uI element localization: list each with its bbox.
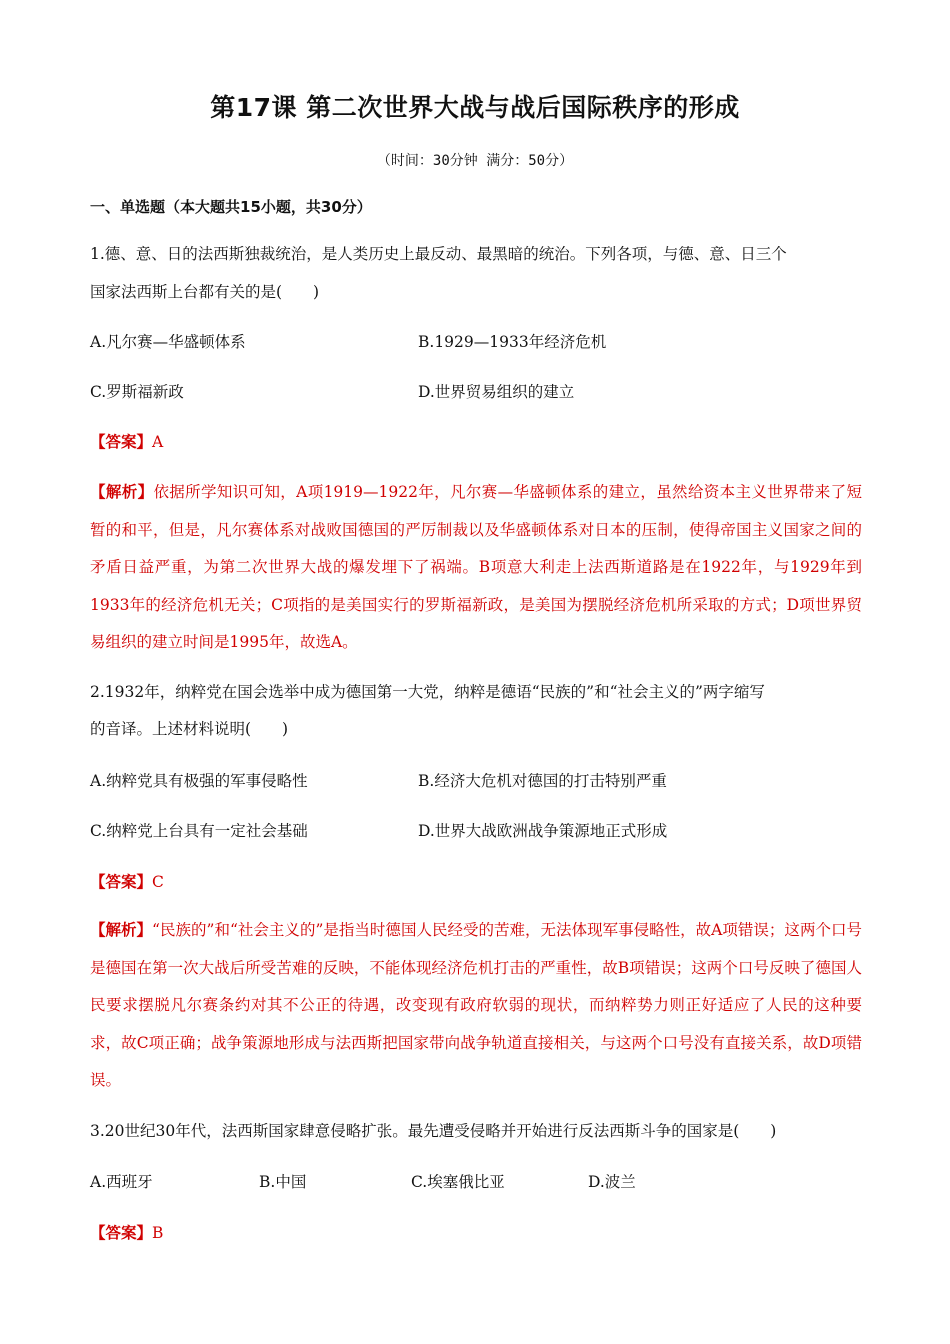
question-2-option-a: A.纳粹党具有极强的军事侵略性 bbox=[90, 772, 308, 790]
question-1-option-d: D.世界贸易组织的建立 bbox=[418, 383, 575, 401]
question-1-explanation bbox=[90, 474, 862, 662]
question-1-option-a: A.凡尔赛—华盛顿体系 bbox=[90, 333, 246, 351]
answer-value: C bbox=[152, 873, 164, 891]
explanation-text: “民族的”和“社会主义的”是指当时德国人民经受的苦难，无法体现军事侵略性，故A项错误；这两个口号是德国在第一次大战后所受苦难的反映，不能体现经济危机打击的严重性，故B项错误；这两个口号反映了德国人民要求摆脱凡尔赛条约对其不公正的待遇，改变现有政府软弱的现状，而纳粹势力则正好适应了人民的这种要求，故C项正确；战争策源地形成与法西斯把国家带向战争轨道直接相关，与这两个口号没有直接关系，故D项错误。 bbox=[90, 921, 862, 1089]
question-3-answer bbox=[90, 1221, 163, 1243]
question-2-option-d: D.世界大战欧洲战争策源地正式形成 bbox=[418, 822, 668, 840]
question-3-option-c: C.埃塞俄比亚 bbox=[411, 1173, 505, 1191]
explanation-text: 依据所学知识可知，A项1919—1922年，凡尔赛—华盛顿体系的建立，虽然给资本主义世界带来了短暂的和平，但是，凡尔赛体系对战败国德国的严厉制裁以及华盛顿体系对日本的压制，使得帝国主义国家之间的矛盾日益严重，为第二次世界大战的爆发埋下了祸端。B项意大利走上法西斯道路是在1922年，与1929年到1933年的经济危机无关；C项指的是美国实行的罗斯福新政，是美国为摆脱经济危机所采取的方式；D项世界贸易组织的建立时间是1995年，故选A。 bbox=[90, 483, 862, 651]
question-1-option-b: B.1929—1933年经济危机 bbox=[418, 333, 607, 351]
question-2-answer bbox=[90, 870, 164, 892]
question-3-option-b: B.中国 bbox=[259, 1173, 307, 1191]
question-3-stem: 3.20世纪30年代，法西斯国家肆意侵略扩张。最先遭受侵略并开始进行反法西斯斗争的国家是( ) bbox=[90, 1122, 777, 1140]
question-2-option-c: C.纳粹党上台具有一定社会基础 bbox=[90, 822, 308, 840]
question-1-answer bbox=[90, 430, 163, 452]
exam-info: （时间：30分钟 满分：50分） bbox=[376, 153, 574, 169]
question-1-option-c: C.罗斯福新政 bbox=[90, 383, 184, 401]
question-2-explanation bbox=[90, 912, 862, 1100]
question-2-stem-line2: 的音译。上述材料说明( ) bbox=[90, 720, 289, 738]
answer-tag: 【答案】 bbox=[90, 1224, 153, 1242]
answer-tag: 【答案】 bbox=[90, 873, 153, 891]
section-heading: 一、单选题（本大题共15小题，共30分） bbox=[90, 198, 372, 216]
question-3-option-d: D.波兰 bbox=[588, 1173, 636, 1191]
answer-value: A bbox=[152, 433, 164, 451]
explanation-tag: 【解析】 bbox=[90, 921, 153, 939]
question-2-stem-line1: 2.1932年，纳粹党在国会选举中成为德国第一大党，纳粹是德语“民族的”和“社会主义的”两字缩写 bbox=[90, 683, 765, 701]
question-1-stem-line1: 1.德、意、日的法西斯独裁统治，是人类历史上最反动、最黑暗的统治。下列各项，与德、意、日三个 bbox=[90, 245, 787, 263]
answer-value: B bbox=[152, 1224, 164, 1242]
question-1-stem-line2: 国家法西斯上台都有关的是( ) bbox=[90, 283, 320, 301]
page-title: 第17课 第二次世界大战与战后国际秩序的形成 bbox=[210, 93, 740, 122]
question-2-option-b: B.经济大危机对德国的打击特别严重 bbox=[418, 772, 667, 790]
answer-tag: 【答案】 bbox=[90, 433, 153, 451]
explanation-tag: 【解析】 bbox=[90, 483, 154, 501]
question-3-option-a: A.西班牙 bbox=[90, 1173, 153, 1191]
